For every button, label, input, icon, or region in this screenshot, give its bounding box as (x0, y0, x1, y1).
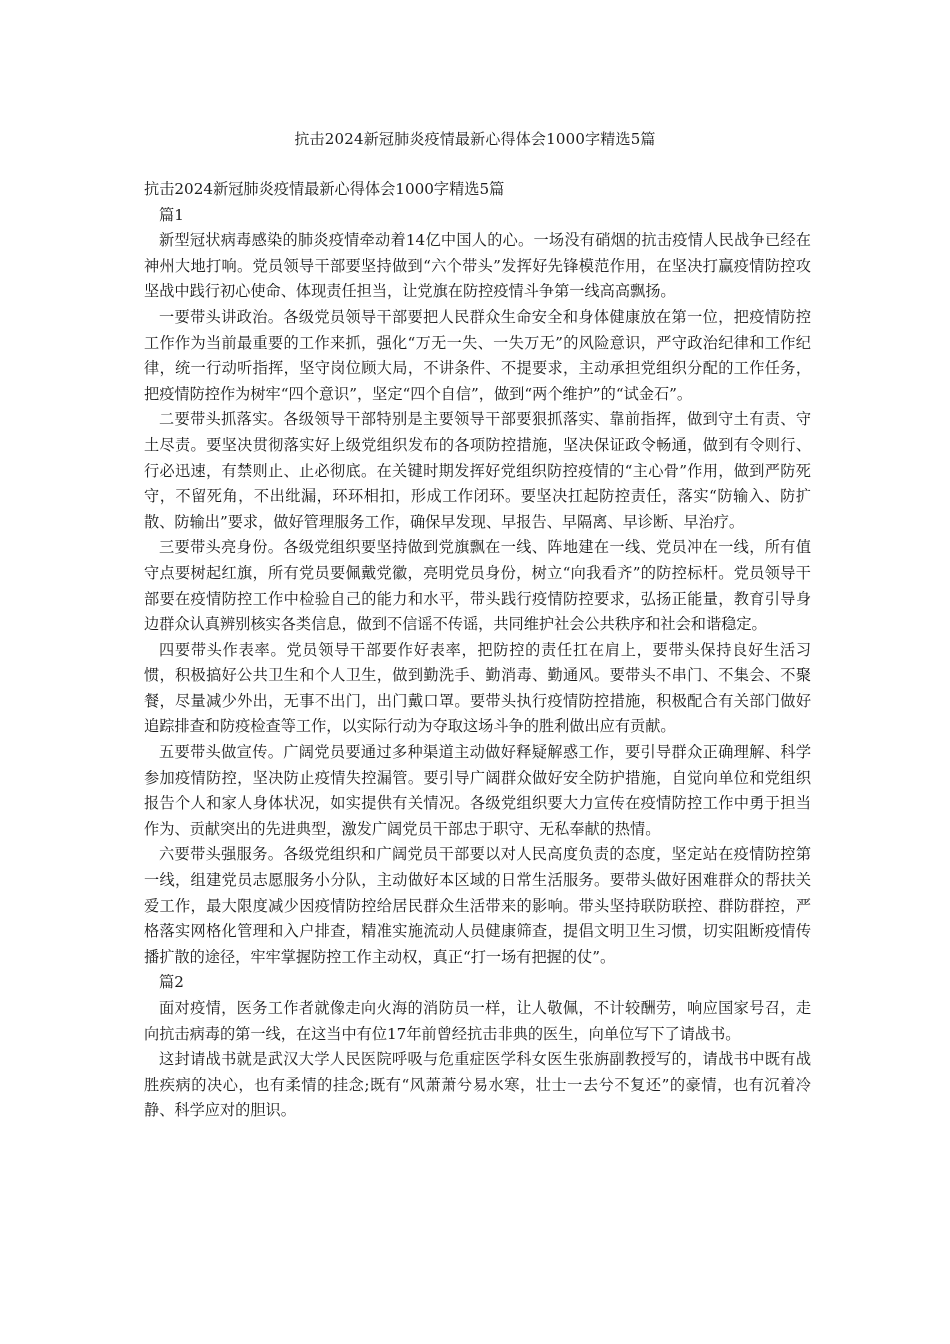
document-title: 抗击2024新冠肺炎疫情最新心得体会1000字精选5篇 (294, 130, 656, 148)
section-2-paragraph: 这封请战书就是武汉大学人民医院呼吸与危重症医学科女医生张旃副教授写的，请战书中既有战胜疾病的决心，也有柔情的挂念;既有“风萧萧兮易水寒，壮士一去兮不复还”的豪情，也有沉着冷静、科学应对的胆识。 (144, 1050, 811, 1120)
section-1-paragraph: 六要带头强服务。各级党组织和广阔党员干部要以对人民高度负责的态度，坚定站在疫情防控第一线，组建党员志愿服务小分队，主动做好本区域的日常生活服务。要带头做好困难群众的帮扶关爱工作，最大限度减少因疫情防控给居民群众生活带来的影响。带头坚持联防联控、群防群控，严格落实网格化管理和入户排查，精准实施流动人员健康筛查，提倡文明卫生习惯，切实阻断疫情传播扩散的途径，牢牢掌握防控工作主动权，真正“打一场有把握的仗”。 (144, 845, 811, 966)
section-1-label: 篇1 (159, 205, 184, 224)
document-body (144, 177, 811, 1124)
section-1-paragraph: 五要带头做宣传。广阔党员要通过多种渠道主动做好释疑解惑工作，要引导群众正确理解、科学参加疫情防控，坚决防止疫情失控漏管。要引导广阔群众做好安全防护措施，自觉向单位和党组织报告个人和家人身体状况，如实提供有关情况。各级党组织要大力宣传在疫情防控工作中勇于担当作为、贡献突出的先进典型，激发广阔党员干部忠于职守、无私奉献的热情。 (144, 743, 811, 838)
section-2-paragraph: 面对疫情，医务工作者就像走向火海的消防员一样，让人敬佩，不计较酬劳，响应国家号召，走向抗击病毒的第一线，在这当中有位17年前曾经抗击非典的医生，向单位写下了请战书。 (144, 999, 811, 1043)
section-2-label: 篇2 (159, 973, 184, 992)
section-1-paragraph: 一要带头讲政治。各级党员领导干部要把人民群众生命安全和身体健康放在第一位，把疫情防控工作作为当前最重要的工作来抓，强化“万无一失、一失万无”的风险意识，严守政治纪律和工作纪律，统一行动听指挥，坚守岗位顾大局，不讲条件、不提要求，主动承担党组织分配的工作任务，把疫情防控作为树牢“四个意识”，坚定“四个自信”，做到“两个维护”的“试金石”。 (144, 307, 811, 403)
section-1-paragraph: 三要带头亮身份。各级党组织要坚持做到党旗飘在一线、阵地建在一线、党员冲在一线，所有值守点要树起红旗，所有党员要佩戴党徽，亮明党员身份，树立“向我看齐”的防控标杆。党员领导干部要在疫情防控工作中检验自己的能力和水平，带头践行疫情防控要求，弘扬正能量，教育引导身边群众认真辨别核实各类信息，做到不信谣不传谣，共同维护社会公共秩序和社会和谐稳定。 (144, 538, 811, 634)
section-1-paragraph: 四要带头作表率。党员领导干部要作好表率，把防控的责任扛在肩上，要带头保持良好生活习惯，积极搞好公共卫生和个人卫生，做到勤洗手、勤消毒、勤通风。要带头不串门、不集会、不聚餐，尽量减少外出，无事不出门，出门戴口罩。要带头执行疫情防控措施，积极配合有关部门做好追踪排查和防疫检查等工作，以实际行动为夺取这场斗争的胜利做出应有贡献。 (144, 640, 811, 736)
document-subtitle: 抗击2024新冠肺炎疫情最新心得体会1000字精选5篇 (144, 180, 505, 198)
section-1-paragraph: 二要带头抓落实。各级领导干部特别是主要领导干部要狠抓落实、靠前指挥，做到守土有责、守土尽责。要坚决贯彻落实好上级党组织发布的各项防控措施，坚决保证政令畅通，做到有令则行、行必迅速，有禁则止、止必彻底。在关键时期发挥好党组织防控疫情的“主心骨”作用，做到严防死守，不留死角，不出纰漏，环环相扣，形成工作闭环。要坚决扛起防控责任，落实“防输入、防扩散、防输出”要求，做好管理服务工作，确保早发现、早报告、早隔离、早诊断、早治疗。 (144, 410, 811, 531)
section-1-paragraph: 新型冠状病毒感染的肺炎疫情牵动着14亿中国人的心。一场没有硝烟的抗击疫情人民战争已经在神州大地打响。党员领导干部要坚持做到“六个带头”发挥好先锋模范作用，在坚决打赢疫情防控攻坚战中践行初心使命、体现责任担当，让党旗在防控疫情斗争第一线高高飘扬。 (144, 231, 811, 301)
